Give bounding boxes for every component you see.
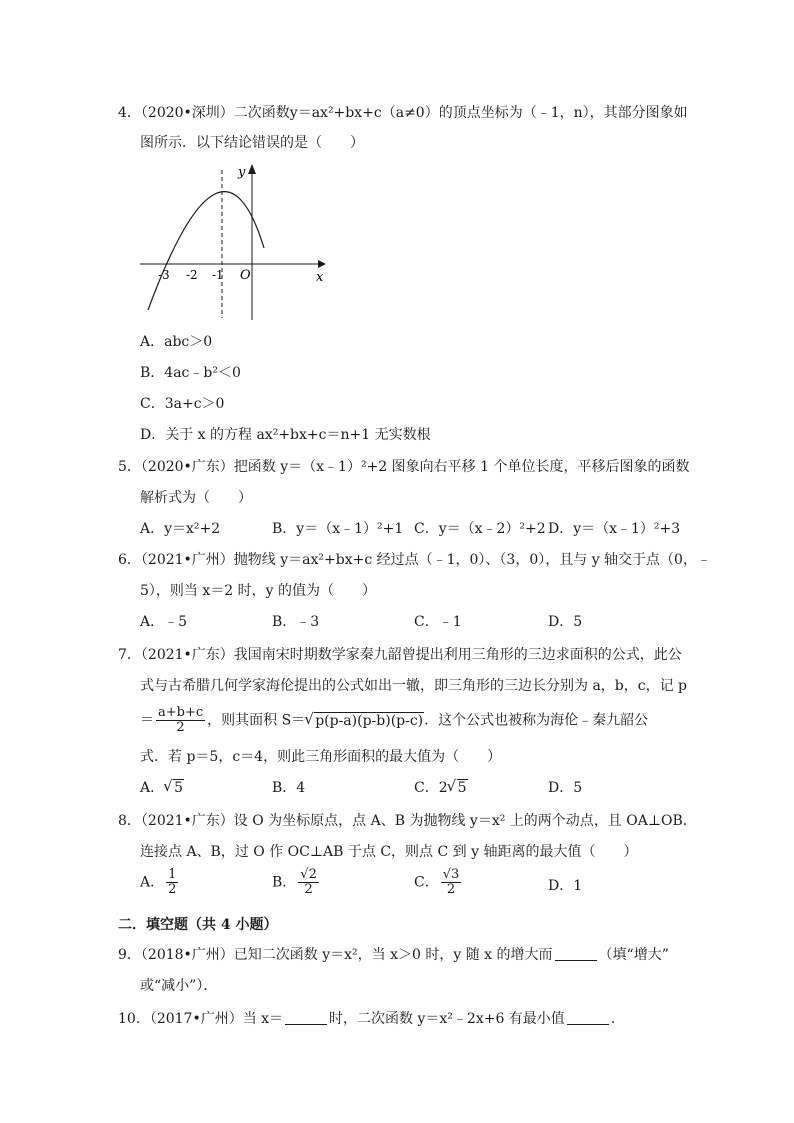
q10-line (118, 1010, 625, 1028)
q6-option-d[interactable]: D．5 (548, 614, 583, 630)
q7-frac-den: 2 (176, 720, 185, 735)
q7-line3 (140, 706, 648, 735)
q8-line1: 8．（2021•广东）设 O 为坐标原点，点 A、B 为抛物线 y＝x² 上的两个动点，且 OA⊥OB． (118, 813, 697, 829)
q8-option-c-den: 2 (446, 882, 456, 897)
q7-option-a-sqrt (164, 779, 184, 797)
q8-option-c-label: C． (414, 874, 439, 891)
q5-option-d[interactable]: D．y＝（x﹣1）²+3 (548, 521, 681, 537)
y-axis-label: y (238, 165, 246, 180)
q10-text-post: ． (610, 1011, 625, 1027)
q8-option-a-den: 2 (168, 882, 177, 897)
q8-line2: 连接点 A、B，过 O 作 OC⊥AB 于点 C，则点 C 到 y 轴距离的最大值（ ） (140, 844, 638, 860)
q7-line4: 式．若 p＝5，c＝4，则此三角形面积的最大值为（ ） (140, 749, 502, 765)
q6-option-c[interactable]: C．﹣1 (414, 614, 462, 630)
q7-option-d[interactable]: D．5 (548, 780, 583, 796)
tick-label-neg2: -2 (186, 268, 198, 282)
q5-option-c[interactable]: C．y＝（x﹣2）²+2 (414, 521, 546, 537)
q7-option-c-radicand: 5 (457, 780, 467, 796)
q8-option-a-num: 1 (168, 867, 177, 882)
q9-line1 (118, 946, 669, 964)
q8-option-a-frac (166, 868, 178, 897)
tick-label-neg1: -1 (212, 268, 224, 282)
q8-option-d[interactable]: D．1 (548, 878, 583, 894)
q9-answer-blank[interactable] (555, 946, 597, 961)
q8-option-b[interactable] (272, 868, 321, 897)
q4-line1 (118, 104, 688, 122)
q7-option-c-sqrt (448, 779, 468, 797)
x-axis-label: x (316, 270, 324, 285)
q4-line2: 图所示．以下结论错误的是（ ） (140, 135, 364, 151)
q4-option-a[interactable]: A．abc＞0 (140, 334, 213, 350)
q7-option-b[interactable]: B．4 (272, 780, 306, 796)
q4-option-d[interactable]: D．关于 x 的方程 ax²+bx+c＝n+1 无实数根 (140, 427, 431, 443)
q8-option-b-frac (298, 868, 319, 897)
q7-line2: 式与古希腊几何学家海伦提出的公式如出一辙，即三角形的三边长分别为 a，b，c，记 p (140, 678, 688, 694)
q5-line2: 解析式为（ ） (140, 490, 252, 506)
q8-option-b-num: √2 (300, 867, 317, 882)
q10-text: 10．（2017•广州）当 x＝ (118, 1011, 284, 1027)
q8-option-b-label: B． (272, 874, 297, 891)
q8-option-c-frac (441, 868, 462, 897)
q4-option-c[interactable]: C．3a+c＞0 (140, 396, 225, 412)
q5-line1: 5．（2020•广东）把函数 y＝（x﹣1）²+2 图象向右平移 1 个单位长度，平移后图象的函数 (118, 459, 690, 475)
q7-line3-post: ．这个公式也被称为海伦﹣秦九韶公 (424, 712, 649, 729)
q7-option-a-label: A． (140, 780, 165, 796)
q7-sqrt-body: p(p-a)(p-b)(p-c) (315, 712, 424, 729)
q7-sqrt (305, 712, 424, 730)
q6-line2: 5），则当 x＝2 时，y 的值为（ ） (140, 583, 376, 599)
q7-option-c[interactable] (414, 779, 468, 797)
q7-frac-num: a+b+c (158, 705, 204, 720)
q10-answer-blank-2[interactable] (567, 1010, 609, 1025)
y-axis-arrow-icon (248, 164, 256, 174)
q8-option-c[interactable] (414, 868, 463, 897)
q4-text: 4．（2020•深圳）二次函数 (118, 105, 290, 121)
q7-area-text: ，则其面积 S＝ (207, 712, 306, 729)
parabola-curve (148, 192, 264, 310)
q7-line1: 7．（2021•广东）我国南宋时期数学家秦九韶曾提出利用三角形的三边求面积的公式，此公 (118, 647, 682, 663)
q10-text-mid: 时，二次函数 y＝x²﹣2x+6 有最小值 (329, 1011, 565, 1027)
q7-option-a-radicand: 5 (174, 780, 184, 796)
q8-option-a[interactable] (140, 868, 180, 897)
q7-equals: ＝ (140, 712, 154, 729)
q6-option-b[interactable]: B．﹣3 (272, 614, 320, 630)
q4-text-post: 的顶点坐标为（﹣1，n），其部分图象如 (438, 105, 688, 121)
q8-option-b-den: 2 (304, 882, 313, 897)
q4-parabola-graph (140, 160, 330, 320)
q9-text-post: （填“增大” (598, 947, 669, 963)
q5-option-b[interactable]: B．y＝（x﹣1）²+1 (272, 521, 404, 537)
q5-option-a[interactable]: A．y＝x²+2 (140, 521, 221, 537)
q8-option-a-label: A． (140, 874, 165, 891)
q6-line1: 6．（2021•广州）抛物线 y＝ax²+bx+c 经过点（﹣1，0）、（3，0），且与 y 轴交于点（0，﹣ (118, 552, 711, 568)
q4-function: y＝ax²+bx+c（a≠0） (289, 105, 439, 121)
q10-answer-blank-1[interactable] (285, 1010, 327, 1025)
q4-option-b[interactable]: B．4ac﹣b²＜0 (140, 365, 241, 381)
q7-option-a[interactable] (140, 779, 184, 797)
q8-option-c-num: √3 (442, 867, 460, 882)
q9-line2: 或“减小”）． (140, 978, 218, 994)
q7-option-c-label: C．2 (414, 780, 448, 796)
x-axis-arrow-icon (318, 260, 326, 268)
q6-option-a[interactable]: A．﹣5 (140, 614, 188, 630)
q7-fraction (156, 706, 205, 735)
section-title: 二．填空题（共 4 小题） (118, 917, 278, 933)
q9-text: 9．（2018•广州）已知二次函数 y＝x²，当 x＞0 时，y 随 x 的增大而 (118, 947, 553, 963)
origin-label: O (240, 268, 251, 283)
tick-label-neg3: -3 (158, 268, 170, 282)
